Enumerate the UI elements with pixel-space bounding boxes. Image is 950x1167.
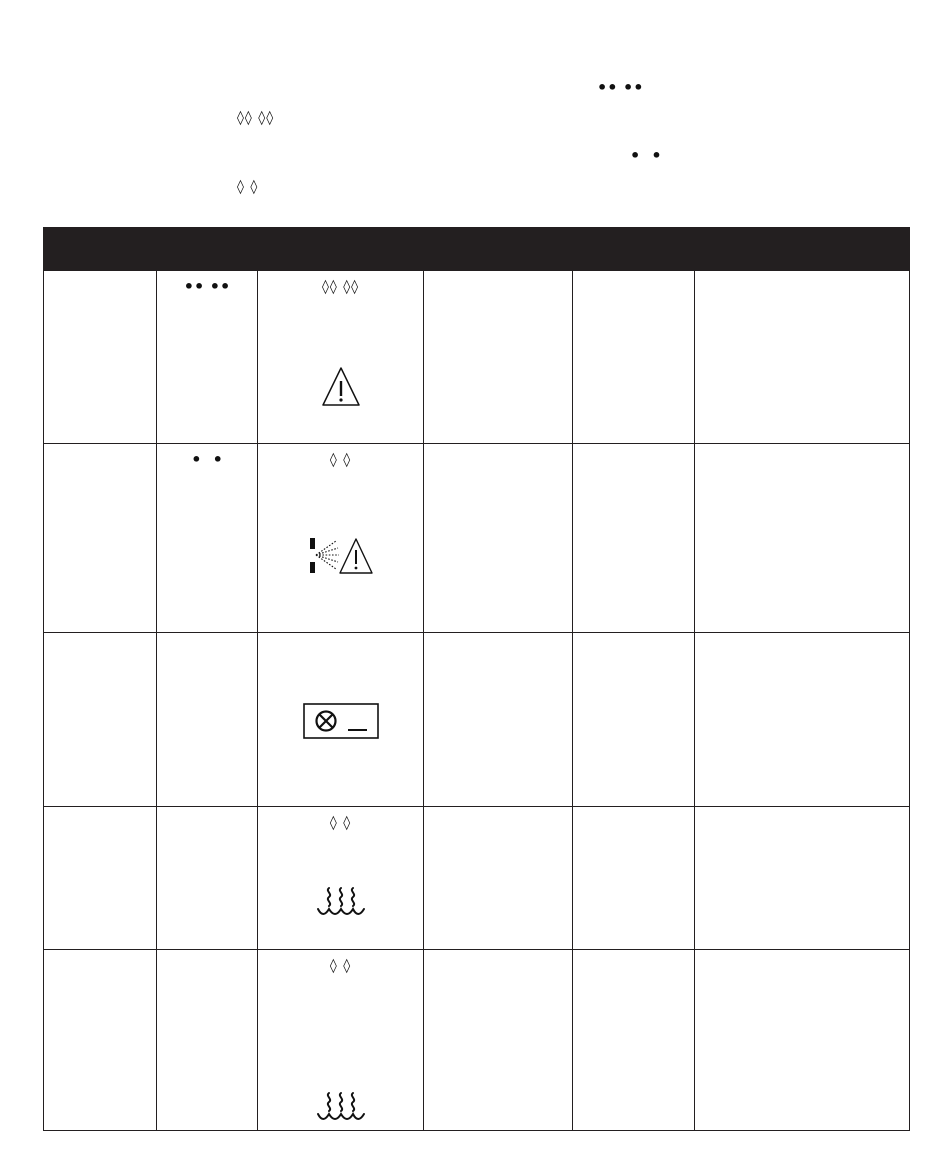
table-cell <box>573 807 695 950</box>
table-cell <box>44 633 157 807</box>
table-cell <box>258 271 424 444</box>
row-mark: •• •• <box>183 277 231 296</box>
table-cell <box>157 807 258 950</box>
header-cell <box>44 228 157 271</box>
table-cell <box>695 950 910 1131</box>
table-cell <box>695 633 910 807</box>
table-cell <box>44 444 157 633</box>
table-cell <box>573 444 695 633</box>
table-cell <box>424 271 573 444</box>
warning-triangle-icon <box>320 365 362 409</box>
legend <box>0 0 950 210</box>
table-cell <box>258 633 424 807</box>
table-cell <box>573 633 695 807</box>
table-cell <box>258 444 424 633</box>
table-cell <box>424 633 573 807</box>
header-cell <box>424 228 573 271</box>
row-mark: ◊ ◊ <box>329 958 352 974</box>
spec-table <box>43 227 910 1131</box>
table-cell <box>258 950 424 1131</box>
table-cell <box>44 950 157 1131</box>
table-cell <box>695 271 910 444</box>
legend-dots-2: • • <box>630 146 662 165</box>
row-mark: ◊ ◊ <box>329 452 352 468</box>
header-cell <box>157 228 258 271</box>
table-cell <box>424 950 573 1131</box>
header-cell <box>258 228 424 271</box>
table-header-row <box>44 228 910 271</box>
row-mark: • • <box>191 450 223 469</box>
table-cell <box>157 444 258 633</box>
table-cell <box>695 807 910 950</box>
spray-warning-icon <box>308 536 374 576</box>
hot-surface-icon <box>316 885 366 921</box>
legend-dots-1: •• •• <box>597 78 644 97</box>
table-cell <box>695 444 910 633</box>
table-cell <box>258 807 424 950</box>
header-cell <box>573 228 695 271</box>
table-row <box>44 444 910 633</box>
table-cell <box>424 807 573 950</box>
row-mark: ◊◊ ◊◊ <box>321 279 360 295</box>
legend-diamonds-1: ◊◊ ◊◊ <box>237 110 275 126</box>
table-cell <box>157 271 258 444</box>
table-cell <box>573 950 695 1131</box>
no-lamp-display-icon <box>303 703 379 739</box>
table-cell <box>424 444 573 633</box>
table-cell <box>44 807 157 950</box>
table-row <box>44 271 910 444</box>
table-cell <box>157 633 258 807</box>
table-row <box>44 807 910 950</box>
table-row <box>44 950 910 1131</box>
header-cell <box>695 228 910 271</box>
row-mark: ◊ ◊ <box>329 815 352 831</box>
table-row <box>44 633 910 807</box>
table-cell <box>44 271 157 444</box>
legend-diamonds-2: ◊ ◊ <box>237 179 259 195</box>
hot-surface-icon <box>316 1090 366 1126</box>
table-cell <box>157 950 258 1131</box>
table-cell <box>573 271 695 444</box>
